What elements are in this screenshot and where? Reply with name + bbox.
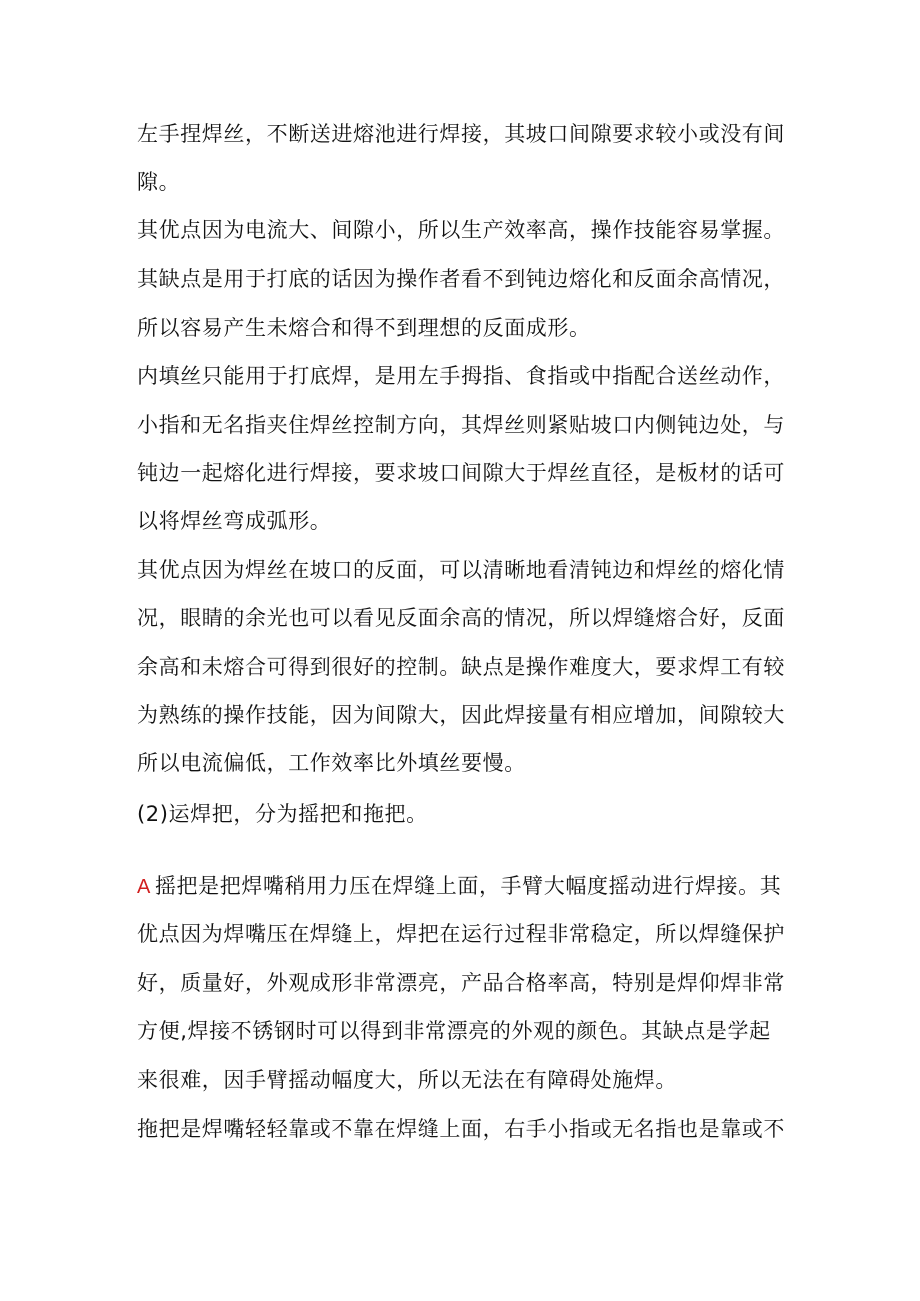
text-line: 钝边一起熔化进行焊接，要求坡口间隙大于焊丝直径，是板材的话可	[137, 461, 785, 485]
text-line: 小指和无名指夹住焊丝控制方向，其焊丝则紧贴坡口内侧钝边处，与	[137, 413, 785, 437]
text-line: 为熟练的操作技能，因为间隙大，因此焊接量有相应增加，间隙较大	[137, 703, 785, 727]
text-line: 隙。	[137, 170, 181, 194]
text-line: 所以容易产生未熔合和得不到理想的反面成形。	[137, 316, 591, 340]
text-line: 余高和未熔合可得到很好的控制。缺点是操作难度大，要求焊工有较	[137, 655, 785, 679]
red-marker: A	[137, 876, 151, 898]
text-line: 其缺点是用于打底的话因为操作者看不到钝边熔化和反面余高情况，	[137, 267, 785, 291]
text-line: 拖把是焊嘴轻轻靠或不靠在焊缝上面，右手小指或无名指也是靠或不	[137, 1117, 785, 1141]
text-line: 所以电流偏低，工作效率比外填丝要慢。	[137, 751, 526, 775]
text-line: 好，质量好，外观成形非常漂亮，产品合格率高，特别是焊仰焊非常	[137, 971, 785, 995]
text-line: 摇把是把焊嘴稍用力压在焊缝上面，手臂大幅度摇动进行焊接。其	[154, 874, 782, 898]
text-line: 况，眼睛的余光也可以看见反面余高的情况，所以焊缝熔合好，反面	[137, 606, 785, 630]
text-line: 方便,焊接不锈钢时可以得到非常漂亮的外观的颜色。其缺点是学起	[137, 1019, 771, 1043]
text-line-marked	[137, 871, 797, 902]
text-line: 其优点因为电流大、间隙小，所以生产效率高，操作技能容易掌握。	[137, 218, 785, 242]
text-line: 其优点因为焊丝在坡口的反面，可以清晰地看清钝边和焊丝的熔化情	[137, 558, 785, 582]
text-line: 左手捏焊丝，不断送进熔池进行焊接，其坡口间隙要求较小或没有间	[137, 122, 785, 146]
text-line: 优点因为焊嘴压在焊缝上，焊把在运行过程非常稳定，所以焊缝保护	[137, 922, 785, 946]
text-line: 内填丝只能用于打底焊，是用左手拇指、食指或中指配合送丝动作，	[137, 364, 785, 388]
text-line: 以将焊丝弯成弧形。	[137, 509, 332, 533]
section-heading: (2)运焊把，分为摇把和拖把。	[137, 802, 428, 826]
text-line: 来很难，因手臂摇动幅度大，所以无法在有障碍处施焊。	[137, 1068, 677, 1092]
